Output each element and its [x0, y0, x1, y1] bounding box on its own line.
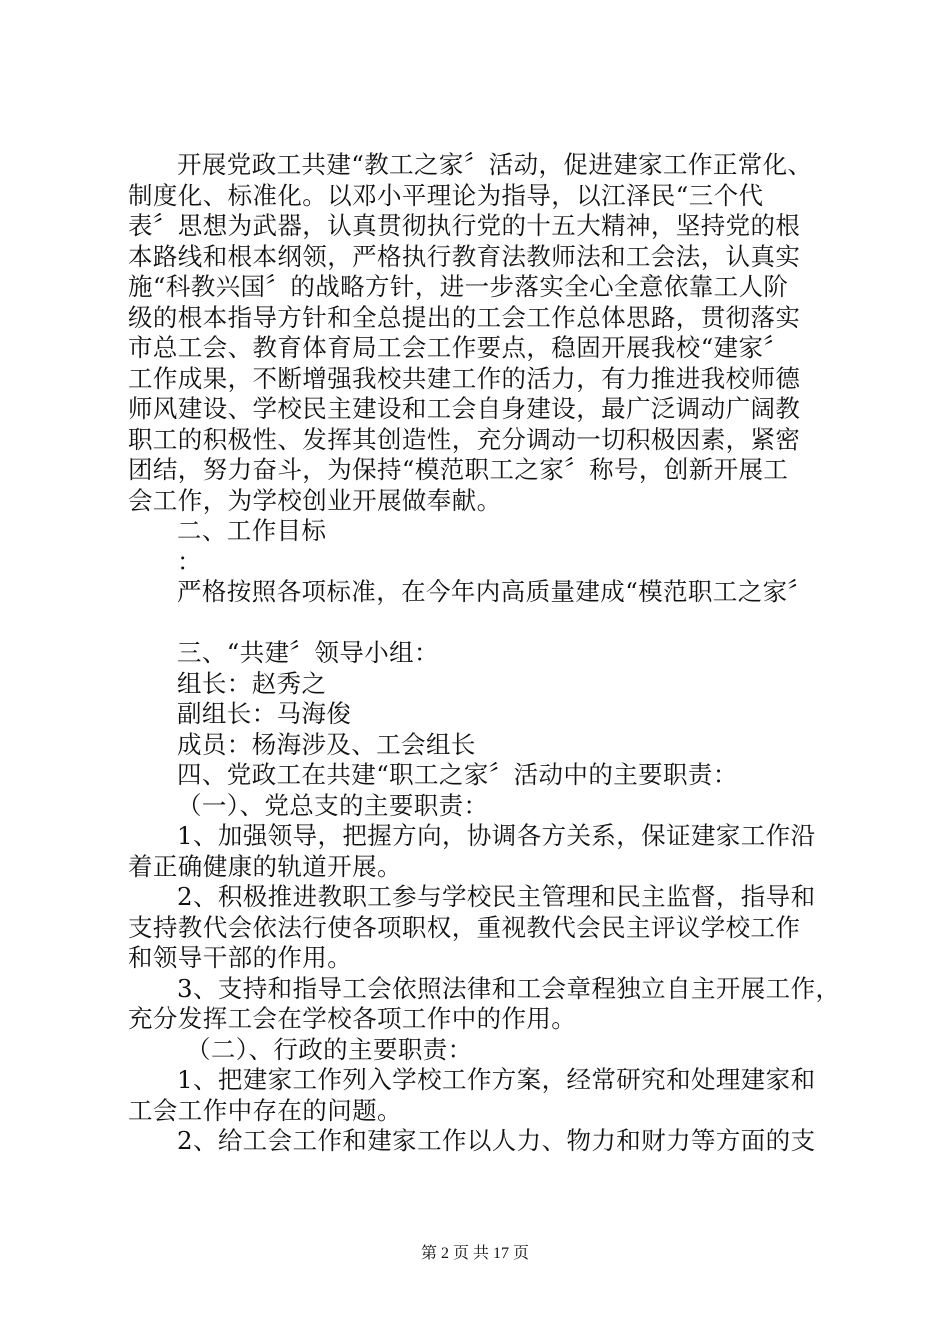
paragraph-line: 级的根本指导方针和全总提出的工会工作总体思路，贯彻落实: [128, 302, 801, 332]
paragraph-line: 3、支持和指导工会依照法律和工会章程独立自主开展工作，: [177, 973, 841, 1003]
paragraph-line: 1、把建家工作列入学校工作方案，经常研究和处理建家和: [177, 1065, 816, 1094]
paragraph-line: 师风建设、学校民主建设和工会自身建设，最广泛调动广阔教: [128, 394, 801, 423]
paragraph-line: 职工的积极性、发挥其创造性，充分调动一切积极因素，紧密: [128, 424, 801, 454]
paragraph-line: 制度化、标准化。以邓小平理论为指导，以江泽民“三个代: [128, 180, 764, 210]
paragraph-line: 市总工会、教育体育局工会工作要点，稳固开展我校“建家〞: [128, 333, 789, 362]
subsection-heading: （一）、党总支的主要职责：: [177, 790, 489, 820]
paragraph-line: 本路线和根本纲领，严格执行教育法教师法和工会法，认真实: [128, 241, 801, 271]
paragraph-line: 和领导干部的作用。: [128, 943, 353, 972]
section-heading: 三、“共建〞领导小组：: [177, 638, 439, 667]
paragraph-line: 开展党政工共建“教工之家〞活动，促进建家工作正常化、: [177, 150, 813, 179]
paragraph-line: ：: [177, 546, 202, 576]
paragraph-line: 组长：赵秀之: [177, 668, 327, 698]
paragraph-line: 会工作，为学校创业开展做奉献。: [128, 485, 502, 515]
paragraph-line: 团结，努力奋斗，为保持“模范职工之家〞称号，创新开展工: [128, 455, 789, 484]
paragraph-line: 工作成果，不断增强我校共建工作的活力，有力推进我校师德: [128, 363, 801, 393]
page-number-footer: 第 2 页 共 17 页: [420, 1245, 529, 1262]
paragraph-line: 成员：杨海涉及、工会组长: [177, 729, 476, 759]
paragraph-line: 工会工作中存在的问题。: [128, 1095, 402, 1125]
blank-line: [128, 608, 828, 639]
paragraph-line: 支持教代会依法行使各项职权，重视教代会民主评议学校工作: [128, 912, 801, 942]
paragraph-line: 施“科教兴国〞的战略方针，进一步落实全心全意依靠工人阶: [128, 272, 789, 301]
paragraph-line: 2、积极推进教职工参与学校民主管理和民主监督，指导和: [177, 882, 816, 911]
paragraph-line: 副组长：马海俊: [177, 699, 352, 728]
paragraph-line: 充分发挥工会在学校各项工作中的作用。: [128, 1004, 577, 1033]
section-heading: 二、工作目标: [177, 516, 327, 545]
paragraph-line: 1、加强领导，把握方向，协调各方关系，保证建家工作沿: [177, 821, 816, 850]
paragraph-line: 表〞思想为武器，认真贯彻执行党的十五大精神，坚持党的根: [128, 211, 801, 240]
section-heading: 四、党政工在共建“职工之家〞活动中的主要职责：: [177, 760, 738, 789]
document-body: [128, 150, 841, 1157]
paragraph-line: 2、给工会工作和建家工作以人力、物力和财力等方面的支: [177, 1126, 816, 1155]
paragraph-line: 着正确健康的轨道开展。: [128, 851, 402, 881]
paragraph-line: 严格按照各项标准，在今年内高质量建成“模范职工之家〞: [177, 577, 813, 606]
subsection-heading: （二）、行政的主要职责：: [186, 1034, 473, 1064]
